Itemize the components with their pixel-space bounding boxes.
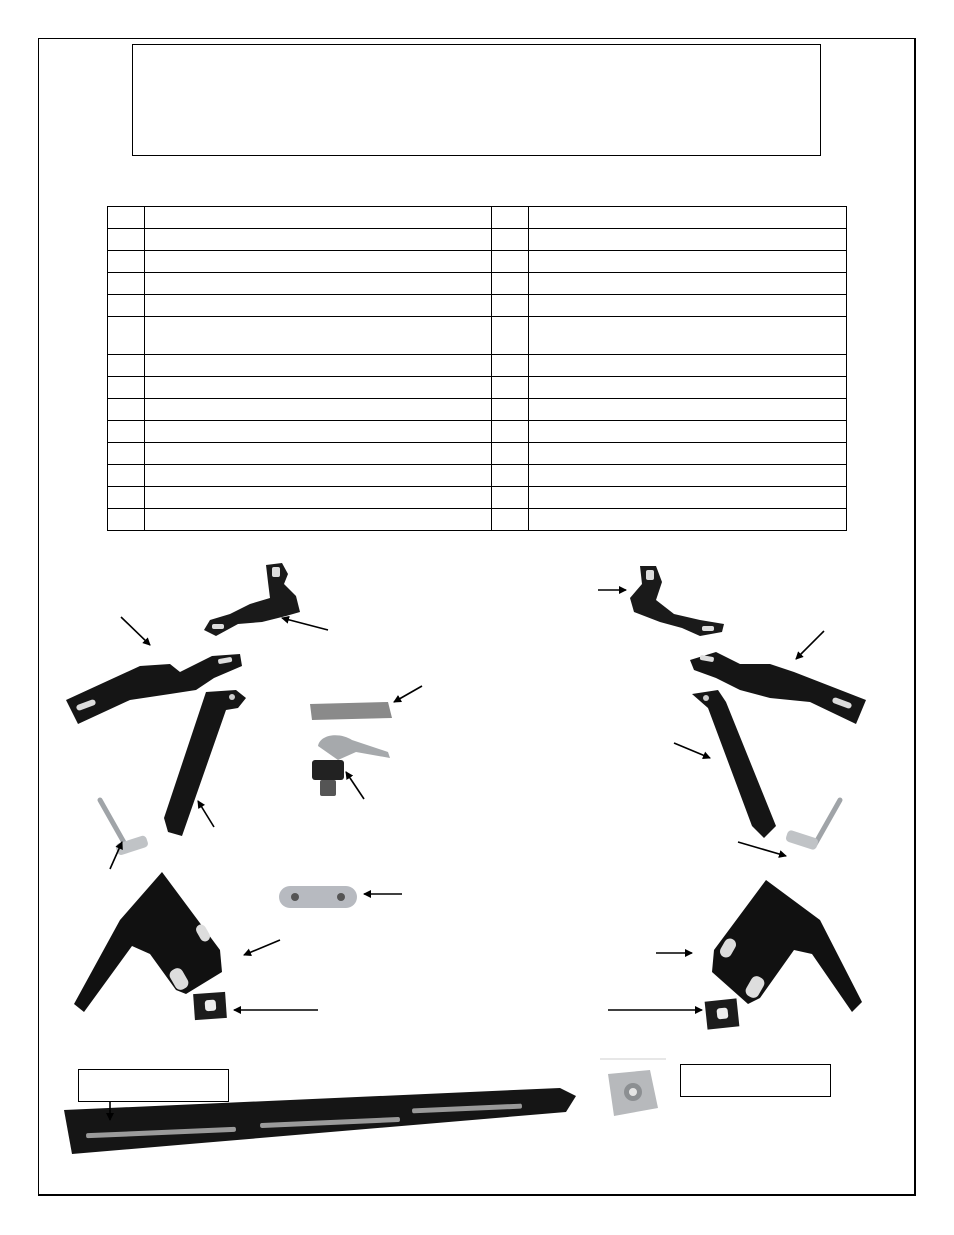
rubber-pad [310,702,392,720]
latch-handle [312,735,390,796]
vertical-arm-right [692,690,776,838]
top-small-bracket-right [630,566,724,636]
t-bolt-left [100,800,149,856]
connector-plate [279,886,357,908]
l-bracket-right [712,880,862,1012]
cage-nut [600,1059,666,1116]
square-washer-left [193,992,227,1020]
long-bar [64,1088,576,1154]
t-bolt-right [785,800,840,851]
l-bracket-left [74,872,222,1012]
square-washer-right [705,998,740,1029]
vertical-arm-left [164,690,246,836]
top-small-bracket-left [204,563,300,636]
